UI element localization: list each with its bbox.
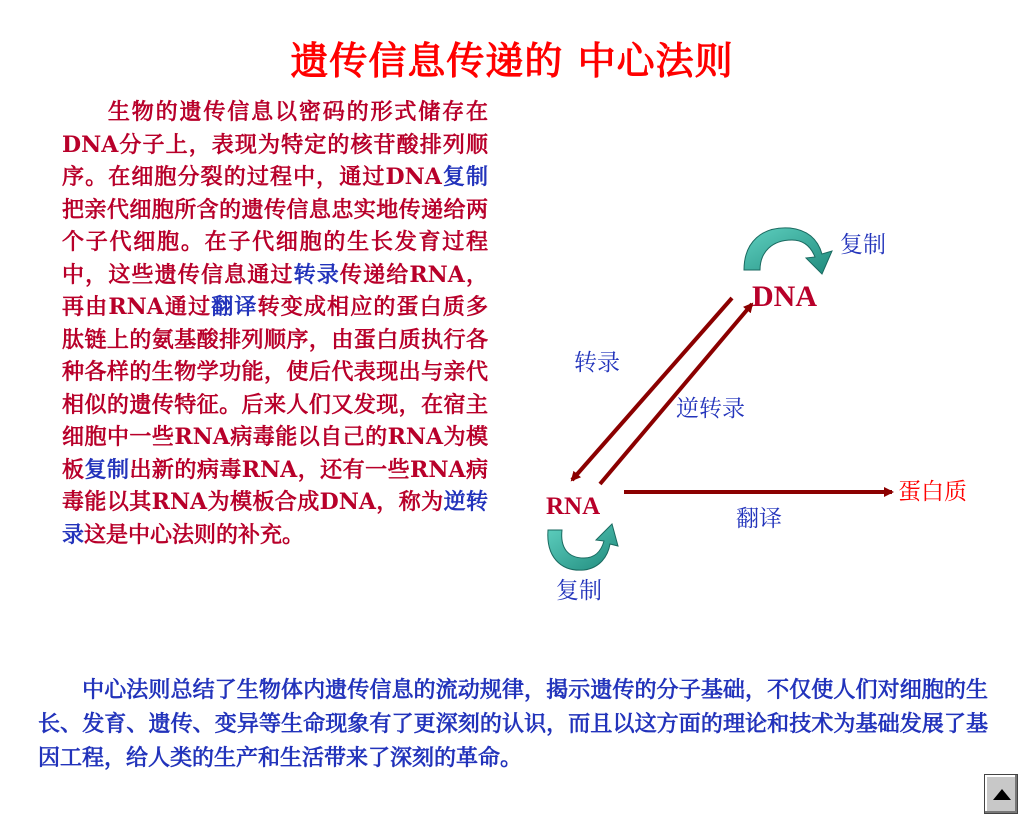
scroll-up-button[interactable] — [984, 774, 1018, 814]
paragraph-segment: 把亲代细胞所含的遗传信息忠实地传递给两个子代细胞。在子代细胞的生长发育过程中，这些遗传信息通过 — [62, 196, 488, 288]
highlighted-term: 转录 — [293, 261, 340, 288]
dna-replication-cycle-icon — [744, 228, 832, 274]
dna-replication-label: 复制 — [840, 232, 886, 258]
bottom-paragraph-text: 中心法则总结了生物体内遗传信息的流动规律，揭示遗传的分子基础，不仅使人们对细胞的生长、发育、遗传、变异等生命现象有了更深刻的认识，而且以这方面的理论和技术为基础发展了基因工程，给人类的生产和生活带来了深刻的革命。 — [38, 677, 988, 771]
paragraph-segment: 转变成相应的蛋白质多肽链上的氨基酸排列顺序，由蛋白质执行各种各样的生物学功能，使后代表现出与亲代相似的遗传特征。后来人们又发现，在宿主细胞中一些RNA病毒能以自己的RNA为模板 — [62, 294, 488, 483]
protein-node: 蛋白质 — [898, 479, 967, 505]
reverse-transcription-arrow — [600, 304, 752, 484]
rna-replication-label: 复制 — [556, 578, 602, 604]
paragraph-segment: 传递给RNA，再由RNA通过 — [62, 261, 488, 320]
paragraph-segment: 这是中心法则的补充。 — [84, 521, 305, 548]
transcription-arrow — [572, 298, 732, 480]
highlighted-term: 翻译 — [211, 294, 258, 320]
transcription-label: 转录 — [574, 350, 620, 376]
highlighted-term: 复制 — [84, 456, 130, 483]
page-title: 遗传信息传递的 中心法则 — [290, 39, 734, 83]
paragraph-segment: 出新的病毒RNA，还有一些RNA病毒能以其RNA为模板合成DNA，称为 — [62, 456, 488, 515]
rna-node: RNA — [546, 493, 601, 520]
up-triangle-icon — [993, 789, 1011, 800]
highlighted-term: 复制 — [441, 164, 488, 190]
reverse-transcription-label: 逆转录 — [676, 396, 745, 422]
bottom-paragraph — [38, 673, 988, 775]
dna-node: DNA — [752, 280, 817, 313]
highlighted-term: 逆转录 — [62, 489, 488, 548]
paragraph-segment: 生物的遗传信息以密码的形式储存在DNA分子上，表现为特定的核苷酸排列顺序。在细胞分裂的过程中，通过DNA — [62, 99, 488, 190]
rna-replication-cycle-icon — [548, 524, 618, 570]
translation-label: 翻译 — [736, 506, 782, 532]
